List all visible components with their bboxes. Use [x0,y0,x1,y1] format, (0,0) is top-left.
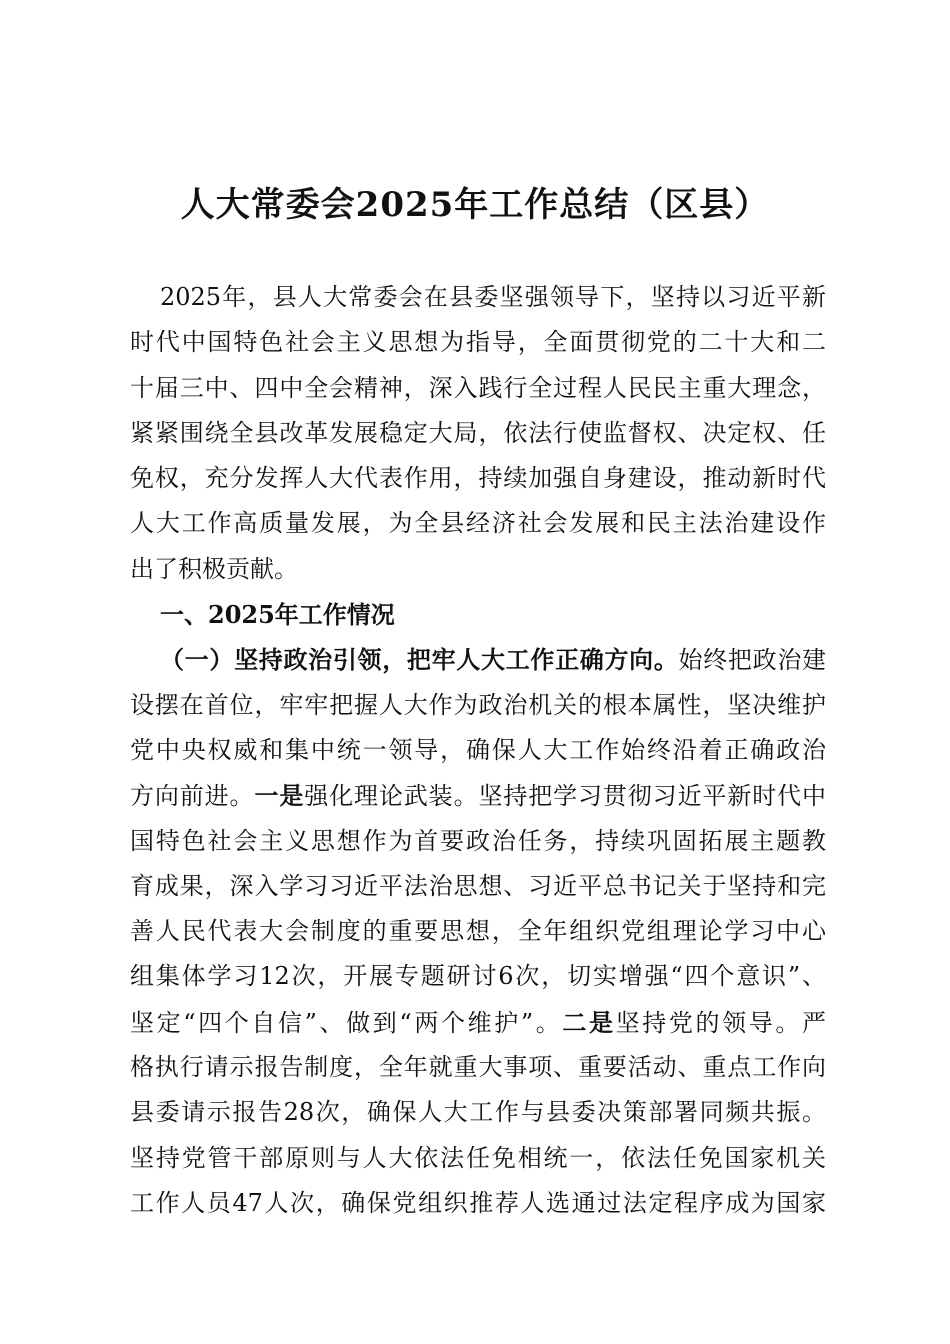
text-run: 坚定“四个自信”、做到“两个维护”。 [130,1008,563,1037]
document-body [130,275,826,1226]
intro-line: 免权，充分发挥人大代表作用，持续加强自身建设，推动新时代 [130,464,826,493]
text-run: 始终把政治建 [678,646,826,675]
body-line: 育成果，深入学习习近平法治思想、习近平总书记关于坚持和完 [130,871,826,900]
body-line: 县委请示报告28次，确保人大工作与县委决策部署同频共振。 [130,1098,826,1127]
body-line: 工作人员47人次，确保党组织推荐人选通过法定程序成为国家 [130,1188,826,1217]
body-line [130,773,826,818]
point-label: 二是 [562,1007,616,1037]
intro-line: 人大工作高质量发展，为全县经济社会发展和民主法治建设作 [130,509,826,538]
body-line: 坚持党管干部原则与人大依法任免相统一，依法任免国家机关 [130,1143,826,1172]
body-line [130,1000,826,1045]
text-run: 方向前进。 [130,782,255,811]
body-line: 党中央权威和集中统一领导，确保人大工作始终沿着正确政治 [130,735,826,764]
text-run: 强化理论武装。坚持把学习贯彻习近平新时代中 [304,782,826,811]
subsection-line [130,637,826,682]
section-heading: 一、2025年工作情况 [160,600,395,630]
intro-line: 十届三中、四中全会精神，深入践行全过程人民民主重大理念， [130,373,826,402]
intro-line: 时代中国特色社会主义思想为指导，全面贯彻党的二十大和二 [130,328,826,357]
intro-line: 出了积极贡献。 [130,554,298,583]
intro-line: 2025年，县人大常委会在县委坚强领导下，坚持以习近平新 [160,283,826,311]
intro-line: 紧紧围绕全县改革发展稳定大局，依法行使监督权、决定权、任 [130,418,826,447]
body-line: 国特色社会主义思想作为首要政治任务，持续巩固拓展主题教 [130,826,826,855]
body-line: 善人民代表大会制度的重要思想，全年组织党组理论学习中心 [130,917,826,946]
text-run: 坚持党的领导。严 [615,1008,826,1037]
body-line: 设摆在首位，牢牢把握人大作为政治机关的根本属性，坚决维护 [130,690,826,719]
subsection-heading: （一）坚持政治引领，把牢人大工作正确方向。 [160,645,679,675]
body-line: 格执行请示报告制度，全年就重大事项、重要活动、重点工作向 [130,1053,826,1082]
body-line: 组集体学习12次，开展专题研讨6次，切实增强“四个意识”、 [130,962,826,991]
document-title: 人大常委会2025年工作总结（区县） [180,185,770,225]
point-label: 一是 [254,781,305,811]
